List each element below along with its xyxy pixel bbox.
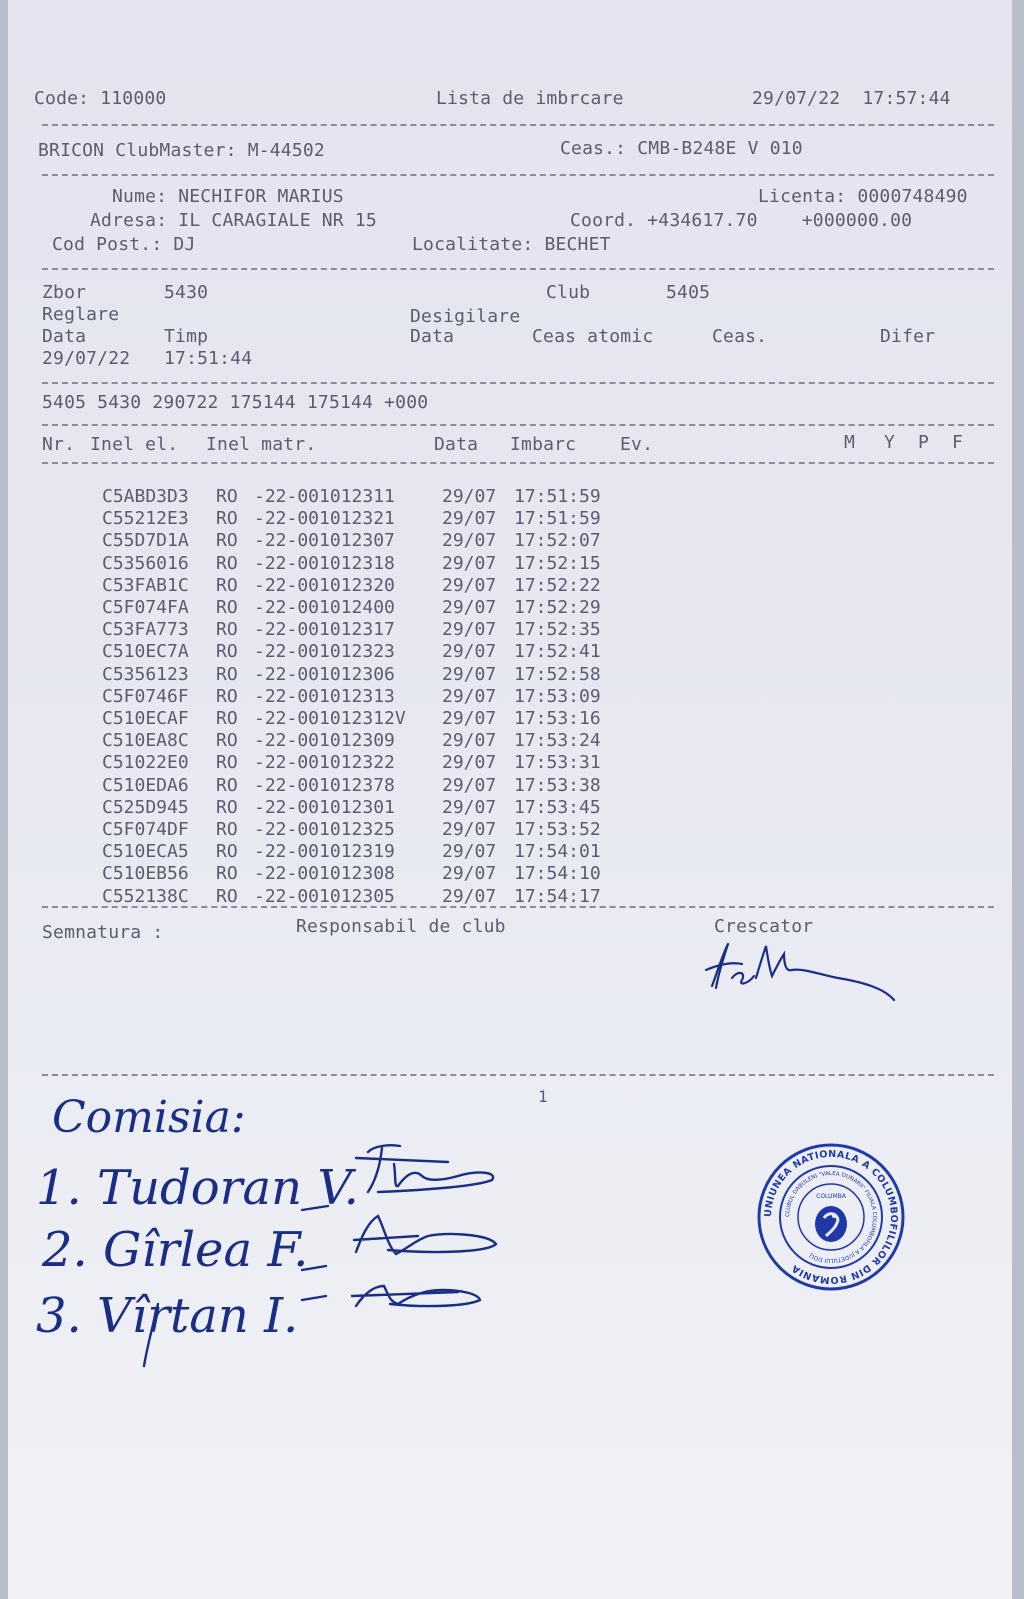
owner-postal-code: Cod Post.: DJ xyxy=(52,234,196,255)
row-ring-number: -22-001012318 xyxy=(254,552,395,574)
reglare-date: 29/07/22 xyxy=(42,348,131,369)
row-country: RO xyxy=(216,641,238,663)
row-ring-number: -22-001012320 xyxy=(254,574,395,596)
row-country: RO xyxy=(216,619,238,641)
row-electronic-ring: C55212E3 xyxy=(102,508,189,530)
row-boarding-time: 17:51:59 xyxy=(514,508,601,530)
divider xyxy=(42,424,994,426)
row-electronic-ring: C5F074DF xyxy=(102,819,189,840)
club-responsible-label: Responsabil de club xyxy=(296,916,506,937)
row-ring-number: -22-001012301 xyxy=(254,796,395,818)
data-label: Data xyxy=(42,326,87,347)
row-electronic-ring: C51022E0 xyxy=(102,752,189,774)
document-title: Lista de imbrcare xyxy=(436,88,624,109)
device-label: BRICON ClubMaster: M-44502 xyxy=(38,140,325,161)
col-p: P xyxy=(918,432,930,453)
row-boarding-time: 17:53:52 xyxy=(514,819,601,840)
row-boarding-time: 17:53:16 xyxy=(514,708,601,729)
row-boarding-time: 17:52:15 xyxy=(514,552,601,574)
row-date: 29/07 xyxy=(442,552,497,574)
stamp-outer-text: UNIUNEA NATIONALA A COLUMBOFILILOR DIN ROMANIA xyxy=(762,1148,900,1286)
row-electronic-ring: C5356123 xyxy=(102,663,189,685)
row-country: RO xyxy=(216,708,238,729)
owner-coordinates: Coord. +434617.70 +000000.00 xyxy=(570,210,913,231)
row-electronic-ring: C55D7D1A xyxy=(102,530,189,552)
row-country: RO xyxy=(216,774,238,796)
row-country: RO xyxy=(216,863,238,885)
row-ring-number: -22-001012305 xyxy=(254,885,395,907)
divider xyxy=(42,462,994,464)
row-date: 29/07 xyxy=(442,508,497,530)
row-date: 29/07 xyxy=(442,597,497,618)
breeder-label: Crescator xyxy=(714,916,814,937)
code-label: Code: 110000 xyxy=(34,88,167,109)
row-boarding-time: 17:52:07 xyxy=(514,530,601,552)
row-date: 29/07 xyxy=(442,685,497,707)
club-stamp xyxy=(756,1142,906,1292)
row-country: RO xyxy=(216,552,238,574)
row-country: RO xyxy=(216,508,238,530)
row-country: RO xyxy=(216,841,238,863)
clock-column-label: Ceas. xyxy=(712,326,768,347)
row-boarding-time: 17:54:01 xyxy=(514,841,601,863)
commission-member-3: 3. Vîrtan I. xyxy=(36,1288,299,1344)
row-boarding-time: 17:52:35 xyxy=(514,619,601,641)
desigilare-label: Desigilare xyxy=(410,306,521,327)
page-number: 1 xyxy=(538,1087,548,1106)
row-boarding-time: 17:52:41 xyxy=(514,641,601,663)
row-country: RO xyxy=(216,486,238,507)
row-country: RO xyxy=(216,663,238,685)
signature-label: Semnatura : xyxy=(42,922,164,943)
divider xyxy=(42,268,994,270)
data-desigilare-label: Data xyxy=(410,326,455,347)
row-date: 29/07 xyxy=(442,663,497,685)
row-electronic-ring: C510ECAF xyxy=(102,708,189,729)
col-nr: Nr. xyxy=(42,434,76,455)
row-country: RO xyxy=(216,796,238,818)
col-boarding: Imbarc xyxy=(510,434,577,455)
col-f: F xyxy=(952,432,964,453)
owner-name: Nume: NECHIFOR MARIUS xyxy=(112,186,344,207)
row-boarding-time: 17:53:09 xyxy=(514,685,601,707)
pigeon-emblem-icon xyxy=(815,1206,847,1242)
commission-member-1: 1. Tudoran V. xyxy=(36,1160,359,1216)
divider xyxy=(42,124,994,126)
row-ring-number: -22-001012322 xyxy=(254,752,395,774)
row-ring-number: -22-001012308 xyxy=(254,863,395,885)
flight-number: 5430 xyxy=(164,282,209,303)
divider xyxy=(42,382,994,384)
col-date: Data xyxy=(434,434,479,455)
col-ring-number: Inel matr. xyxy=(206,434,317,455)
row-boarding-time: 17:54:17 xyxy=(514,885,601,907)
row-ring-number: -22-001012323 xyxy=(254,641,395,663)
club-number: 5405 xyxy=(666,282,711,303)
row-country: RO xyxy=(216,530,238,552)
row-date: 29/07 xyxy=(442,752,497,774)
breeder-signature xyxy=(698,930,938,1010)
row-ring-number: -22-001012306 xyxy=(254,663,395,685)
row-boarding-time: 17:52:22 xyxy=(514,574,601,596)
row-ring-number: -22-001012309 xyxy=(254,730,395,752)
print-datetime: 29/07/22 17:57:44 xyxy=(752,88,951,109)
club-label: Club xyxy=(546,282,591,303)
handwritten-mark xyxy=(138,1300,168,1370)
row-boarding-time: 17:53:31 xyxy=(514,752,601,774)
row-date: 29/07 xyxy=(442,530,497,552)
row-electronic-ring: C5F074FA xyxy=(102,597,189,618)
stamp-inner-text: CLUBUL DABULENI "VALEA DUNARII" FILIALA COLUMBOFILA A JUDETULUI DOLJ xyxy=(784,1170,878,1264)
row-electronic-ring: C53FAB1C xyxy=(102,574,189,596)
row-ring-number: -22-001012307 xyxy=(254,530,395,552)
row-electronic-ring: C510ECA5 xyxy=(102,841,189,863)
row-date: 29/07 xyxy=(442,574,497,596)
atomic-clock-label: Ceas atomic xyxy=(532,326,654,347)
row-ring-number: -22-001012317 xyxy=(254,619,395,641)
owner-license: Licenta: 0000748490 xyxy=(758,186,968,207)
divider xyxy=(42,174,994,176)
reglare-time: 17:51:44 xyxy=(164,348,253,369)
row-country: RO xyxy=(216,752,238,774)
flight-label: Zbor xyxy=(42,282,87,303)
row-date: 29/07 xyxy=(442,863,497,885)
row-date: 29/07 xyxy=(442,841,497,863)
row-electronic-ring: C5ABD3D3 xyxy=(102,486,189,507)
divider xyxy=(42,1074,994,1076)
row-boarding-time: 17:52:29 xyxy=(514,597,601,618)
row-boarding-time: 17:54:10 xyxy=(514,863,601,885)
row-country: RO xyxy=(216,885,238,907)
divider xyxy=(42,906,994,908)
row-date: 29/07 xyxy=(442,708,497,729)
row-electronic-ring: C510EB56 xyxy=(102,863,189,885)
timp-label: Timp xyxy=(164,326,209,347)
receipt-paper xyxy=(8,0,1012,1599)
row-country: RO xyxy=(216,819,238,840)
clock-label: Ceas.: CMB-B248E V 010 xyxy=(560,138,803,159)
commission-heading: Comisia: xyxy=(52,1092,246,1143)
reglare-label: Reglare xyxy=(42,304,120,325)
stamp-center-text: COLUMBA xyxy=(816,1193,846,1200)
row-date: 29/07 xyxy=(442,641,497,663)
row-electronic-ring: C5356016 xyxy=(102,552,189,574)
difference-label: Difer xyxy=(880,326,936,347)
row-electronic-ring: C510EC7A xyxy=(102,641,189,663)
row-electronic-ring: C510EA8C xyxy=(102,730,189,752)
row-ring-number: -22-001012325 xyxy=(254,819,395,840)
row-ring-number: -22-001012321 xyxy=(254,508,395,530)
row-boarding-time: 17:53:45 xyxy=(514,796,601,818)
row-ring-number: -22-001012313 xyxy=(254,685,395,707)
col-y: Y xyxy=(884,432,896,453)
col-m: M xyxy=(844,432,856,453)
col-electronic-ring: Inel el. xyxy=(90,434,179,455)
flight-summary-line: 5405 5430 290722 175144 175144 +000 xyxy=(42,392,429,413)
row-electronic-ring: C5F0746F xyxy=(102,685,189,707)
row-ring-number: -22-001012378 xyxy=(254,774,395,796)
row-ring-number: -22-001012311 xyxy=(254,486,395,507)
row-ring-number: -22-001012319 xyxy=(254,841,395,863)
row-date: 29/07 xyxy=(442,796,497,818)
owner-address: Adresa: IL CARAGIALE NR 15 xyxy=(90,210,377,231)
commission-member-2: 2. Gîrlea F. xyxy=(42,1222,309,1278)
row-country: RO xyxy=(216,597,238,618)
row-electronic-ring: C510EDA6 xyxy=(102,774,189,796)
col-event: Ev. xyxy=(620,434,654,455)
row-date: 29/07 xyxy=(442,730,497,752)
row-boarding-time: 17:52:58 xyxy=(514,663,601,685)
owner-locality: Localitate: BECHET xyxy=(412,234,611,255)
row-boarding-time: 17:53:38 xyxy=(514,774,601,796)
row-boarding-time: 17:51:59 xyxy=(514,486,601,507)
row-date: 29/07 xyxy=(442,486,497,507)
row-ring-number: -22-001012400 xyxy=(254,597,395,618)
row-date: 29/07 xyxy=(442,774,497,796)
row-boarding-time: 17:53:24 xyxy=(514,730,601,752)
commission-signatures xyxy=(298,1136,538,1336)
row-country: RO xyxy=(216,730,238,752)
row-electronic-ring: C552138C xyxy=(102,885,189,907)
row-electronic-ring: C525D945 xyxy=(102,796,189,818)
row-ring-number: -22-001012312V xyxy=(254,708,406,729)
row-date: 29/07 xyxy=(442,619,497,641)
row-date: 29/07 xyxy=(442,885,497,907)
row-electronic-ring: C53FA773 xyxy=(102,619,189,641)
row-country: RO xyxy=(216,685,238,707)
row-country: RO xyxy=(216,574,238,596)
row-date: 29/07 xyxy=(442,819,497,840)
